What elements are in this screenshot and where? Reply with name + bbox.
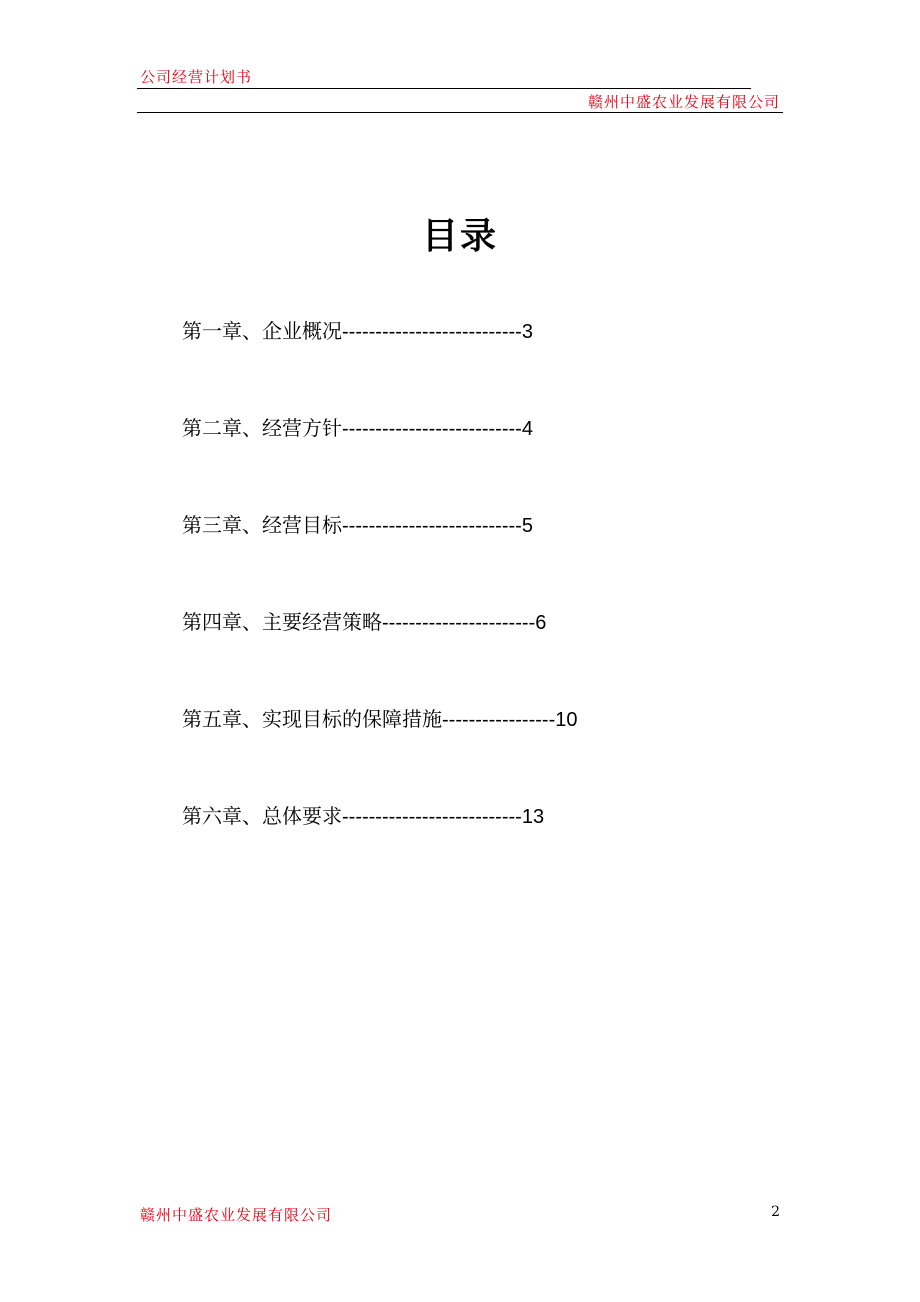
toc-entry-label: 第二章、经营方针 [182,416,342,440]
toc-entry-page: 10 [555,709,578,731]
toc-entry-page: 4 [521,418,533,440]
header-company-name: 赣州中盛农业发展有限公司 [587,93,780,111]
toc-entry-chapter-2[interactable] [182,413,577,510]
footer-page-number: 2 [771,1204,780,1220]
footer-company-name: 赣州中盛农业发展有限公司 [140,1206,333,1224]
toc-entry-leader: --------------------------- [342,806,522,828]
toc-entry-leader: --------------------------- [342,515,522,537]
header-doc-name: 公司经营计划书 [140,68,253,86]
header-rule-top [137,88,751,89]
toc-entry-leader: ----------------- [442,709,556,731]
toc-entry-leader: --------------------------- [342,418,522,440]
toc-entry-page: 13 [521,806,545,828]
toc-entry-page: 6 [535,612,547,634]
toc-entry-chapter-3[interactable] [182,510,577,607]
toc-entry-chapter-5[interactable] [182,704,577,801]
toc-entry-chapter-1[interactable] [182,316,577,413]
toc-title: 目录 [421,216,498,257]
toc-entry-chapter-6[interactable] [182,801,577,898]
toc-entry-leader: --------------------------- [342,321,522,343]
toc-entry-label: 第五章、实现目标的保障措施 [182,707,442,731]
toc-entry-label: 第一章、企业概况 [182,319,342,343]
toc-entry-label: 第三章、经营目标 [182,513,342,537]
toc-entry-page: 5 [521,515,533,537]
toc-entry-label: 第六章、总体要求 [182,804,342,828]
toc-entry-leader: ----------------------- [382,612,536,634]
header-rule-bottom [137,112,783,113]
toc-entry-chapter-4[interactable] [182,607,577,704]
toc-entry-label: 第四章、主要经营策略 [182,610,382,634]
toc-entry-page: 3 [521,321,533,343]
toc-list [182,316,577,898]
